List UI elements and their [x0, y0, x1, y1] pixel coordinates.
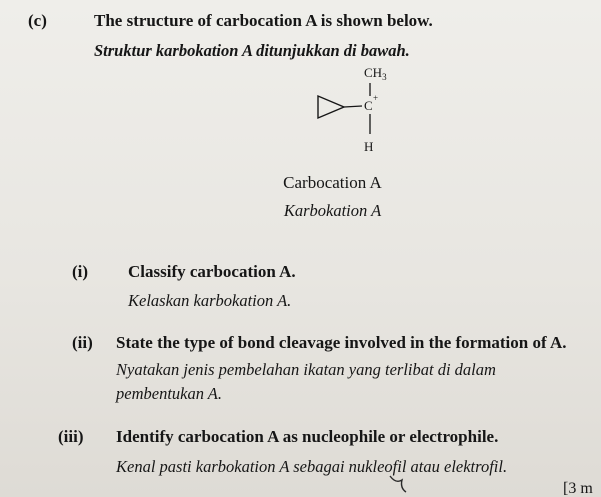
question-3-english: Identify carbocation A as nucleophile or electrophile. — [116, 427, 499, 446]
bond-ring-c — [344, 106, 362, 107]
structure-caption-english: Carbocation A — [283, 173, 382, 192]
positive-charge: + — [373, 93, 379, 103]
question-3-number: (iii) — [58, 427, 84, 446]
carbon-label: C — [364, 98, 373, 113]
intro-text-english: The structure of carbocation A is shown below. — [94, 11, 433, 30]
question-2-malay-line-1: Nyatakan jenis pembelahan ikatan yang terlibat di dalam — [116, 360, 496, 379]
question-1-english: Classify carbocation A. — [128, 262, 296, 281]
marks-indicator: [3 m — [563, 480, 593, 497]
question-3-malay: Kenal pasti karbokation A sebagai nukleofil atau elektrofil. — [116, 457, 508, 476]
carbocation-structure-diagram — [300, 58, 420, 158]
question-1-number: (i) — [72, 262, 89, 281]
question-1-malay: Kelaskan karbokation A. — [128, 291, 292, 310]
cyclopropyl-ring — [318, 96, 344, 118]
question-2-english: State the type of bond cleavage involved in the formation of A. — [116, 333, 567, 352]
pen-scribble-mark — [330, 474, 450, 494]
ch3-label: $CH_3$ — [364, 65, 387, 82]
intro-text-malay: Struktur karbokation A ditunjukkan di bawah. — [94, 41, 410, 60]
question-2-malay-line-2: pembentukan A. — [116, 384, 223, 403]
part-label: (c) — [28, 11, 47, 30]
structure-caption-malay: Karbokation A — [283, 201, 382, 220]
question-2-number: (ii) — [72, 333, 93, 352]
hydrogen-label: H — [364, 139, 374, 154]
